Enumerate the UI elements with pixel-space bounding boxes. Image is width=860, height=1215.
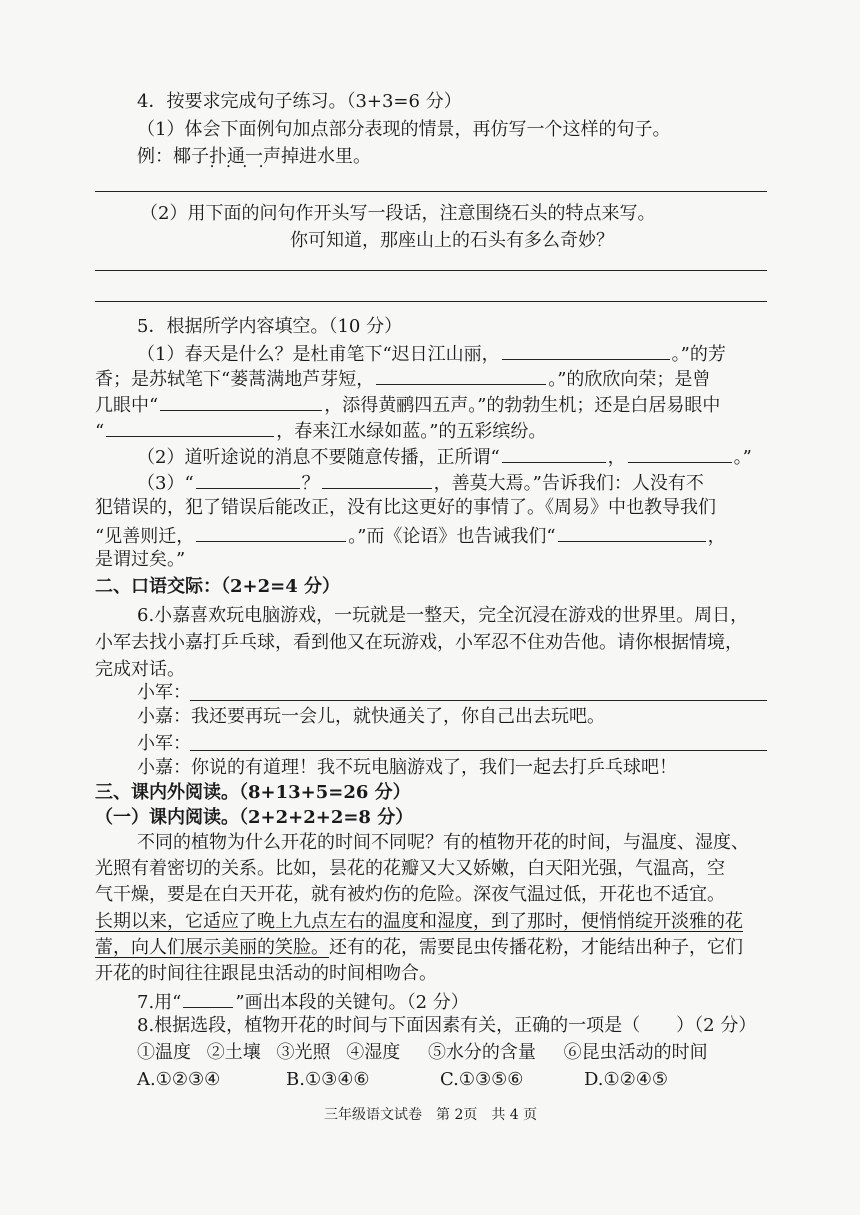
- q4-part1: （1）体会下面例句加点部分表现的情景，再仿写一个这样的句子。: [137, 119, 671, 140]
- page-footer: 三年级语文试卷 第 2页 共 4 页: [324, 1107, 538, 1123]
- fill-blank[interactable]: [558, 523, 706, 542]
- q6-line2: 小军去找小嘉打乒乓球，看到他又在玩游戏，小军忍不住劝告他。请你根据情境，: [95, 632, 743, 653]
- q5-line5: （2）道听途说的消息不要随意传播，正所谓“ ， 。”: [137, 444, 752, 469]
- q5-line7: 犯错误的，犯了错误后能改正，没有比这更好的事情了。《周易》中也教导我们: [95, 497, 716, 518]
- factor: ②土壤: [206, 1042, 261, 1063]
- passage-line: 蕾，向人们展示美丽的笑脸。还有的花，需要昆虫传播花粉，才能结出种子，它们: [95, 937, 743, 958]
- passage-line: 气干燥，要是在白天开花，就有被灼伤的危险。深夜气温过低，开花也不适宜。: [95, 884, 725, 905]
- dialogue-answer-line[interactable]: [190, 750, 767, 751]
- q5-line4: “ ，春来江水绿如蓝。”的五彩缤纷。: [95, 418, 546, 443]
- q6-line3: 完成对话。: [95, 659, 185, 680]
- fill-blank[interactable]: [502, 444, 606, 463]
- fill-blank[interactable]: [376, 366, 546, 385]
- q5-line8: “见善则迁， 。”而《论语》也告诫我们“ ，: [95, 523, 726, 548]
- q4-prompt: 你可知道，那座山上的石头有多么奇妙？: [290, 230, 614, 251]
- answer-line[interactable]: [95, 270, 767, 271]
- fill-blank[interactable]: [106, 418, 274, 437]
- passage-underlined-line: 长期以来，它适应了晚上九点左右的温度和湿度，到了那时，便悄悄绽开淡雅的花: [95, 911, 743, 932]
- dialogue-answer-line[interactable]: [190, 700, 767, 701]
- q5-title: 5．根据所学内容填空。（10 分）: [137, 316, 403, 337]
- factor: ①温度: [137, 1042, 191, 1063]
- q8-choice-b[interactable]: B.①③④⑥: [286, 1069, 370, 1090]
- passage-underlined-end: 蕾，向人们展示美丽的笑脸。: [95, 937, 329, 958]
- q5-line9: 是谓过矣。”: [95, 549, 186, 570]
- passage-line: 不同的植物为什么开花的时间不同呢？有的植物开花的时间，与温度、湿度、: [137, 832, 749, 853]
- q6-line1: 6.小嘉喜欢玩电脑游戏，一玩就是一整天，完全沉浸在游戏的世界里。周日，: [137, 605, 749, 626]
- xiaojun-label: 小军：: [137, 733, 191, 754]
- factor: ⑤水分的含量: [427, 1042, 536, 1063]
- example-prefix: 例：椰子: [137, 146, 209, 167]
- fill-blank[interactable]: [160, 392, 322, 411]
- q5-line3: 几眼中“ ，添得黄鹂四五声。”的勃勃生机；还是白居易眼中: [95, 392, 720, 417]
- q7: 7.用“ ”画出本段的关键句。（2 分）: [137, 989, 469, 1014]
- section2-title: 二、口语交际：（2+2=4 分）: [95, 576, 341, 597]
- q8-factors: [137, 1042, 708, 1064]
- factor: ③光照: [276, 1042, 331, 1063]
- example-dotted-words: 扑通一声 • • • •: [209, 146, 281, 167]
- q4-title: 4．按要求完成句子练习。（3+3=6 分）: [137, 91, 462, 112]
- section3-title: 三、课内外阅读。（8+13+5=26 分）: [95, 782, 411, 803]
- line-symbol: [183, 989, 233, 1008]
- q8: 8.根据选段，植物开花的时间与下面因素有关，正确的一项是（ ）（2 分）: [137, 1015, 757, 1036]
- q5-line1: （1）春天是什么？是杜甫笔下“迟日江山丽， 。”的芳: [137, 341, 726, 366]
- answer-line[interactable]: [95, 191, 767, 192]
- q8-choice-d[interactable]: D.①②④⑤: [584, 1069, 669, 1090]
- fill-blank[interactable]: [322, 470, 432, 489]
- q8-choice-c[interactable]: C.①③⑤⑥: [440, 1069, 524, 1090]
- q5-line6: （3）“ ？ ，善莫大焉。”告诉我们：人没有不: [137, 470, 704, 495]
- q4-part2: （2）用下面的问句作开头写一段话，注意围绕石头的特点来写。: [140, 203, 656, 224]
- q5-line2: 香；是苏轼笔下“蒌蒿满地芦芽短， 。”的欣欣向荣；是曾: [95, 366, 710, 391]
- q4-example: [137, 146, 371, 168]
- example-suffix: 掉进水里。: [281, 146, 371, 167]
- passage-line: 开花的时间往往跟昆虫活动的时间相吻合。: [95, 963, 437, 984]
- xiaojia-line1: 小嘉：我还要再玩一会儿，就快通关了，你自己出去玩吧。: [137, 706, 605, 727]
- xiaojia-line2: 小嘉：你说的有道理！我不玩电脑游戏了，我们一起去打乒乓球吧！: [137, 757, 677, 778]
- factor: ⑥昆虫活动的时间: [563, 1042, 708, 1063]
- answer-line[interactable]: [95, 301, 767, 302]
- fill-blank[interactable]: [502, 341, 670, 360]
- q8-choice-a[interactable]: A.①②③④: [137, 1069, 221, 1090]
- factor: ④湿度: [346, 1042, 401, 1063]
- fill-blank[interactable]: [196, 470, 300, 489]
- xiaojun-label: 小军：: [137, 682, 191, 703]
- fill-blank[interactable]: [196, 523, 346, 542]
- fill-blank[interactable]: [628, 444, 732, 463]
- section3-sub1: （一）课内阅读。（2+2+2+2=8 分）: [95, 807, 414, 828]
- passage-line: 光照有着密切的关系。比如，昙花的花瓣又大又娇嫩，白天阳光强，气温高，空: [95, 858, 725, 879]
